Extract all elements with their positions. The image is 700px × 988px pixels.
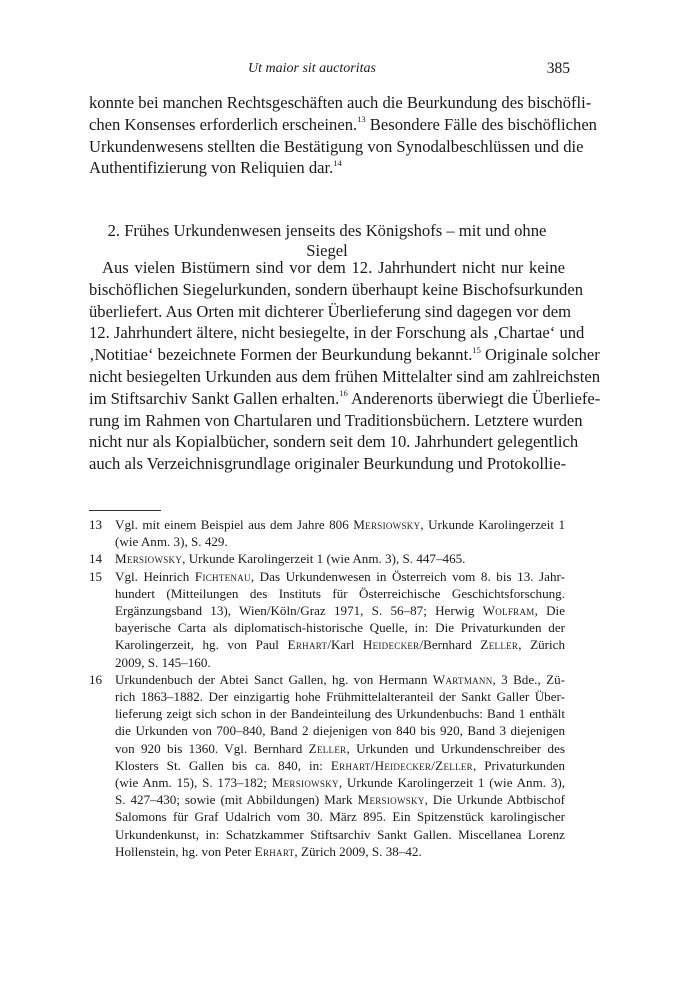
text-line: auch als Verzeichnisgrundlage originaler Beurkundung und Protokollie- xyxy=(89,454,567,474)
paragraph-2 xyxy=(89,257,601,475)
footnote-number: 13 xyxy=(89,517,103,532)
footnote-15: 15 Vgl. Heinrich Fichtenau, Das Urkundenwesen in Österreich vom 8. bis 13. Jahr- hundert (Mitteilungen des Instituts für Österreichische Geschichtsforschung. Ergänzungsband 13), Wien/Köln/Graz 1971, S. 56–87; Herwig Wolfram, Die bayerische Carta als diplomatisch-historische Quelle, in: Die Privaturkunden der Karolingerzeit, hg. von Paul Erhart/Karl Heidecker/Bernhard Zeller, Zürich 2009, S. 145–160. xyxy=(89,568,565,670)
footnote-number: 15 xyxy=(89,568,103,584)
text-line: Urkundenwesens stellten die Bestätigung von Synodalbeschlüssen und die xyxy=(89,136,584,156)
footnote-13: 13 Vgl. mit einem Beispiel aus dem Jahre 806 Mersiowsky, Urkunde Karolingerzeit 1 (wie Anm. 3), S. 429. xyxy=(89,517,566,550)
footnote-ref-13[interactable]: 13 xyxy=(357,114,366,125)
text-line: chen Konsenses erforderlich erscheinen.$^{13}$ Besondere Fälle des bischöflichen xyxy=(89,114,597,134)
footnote-ref-14[interactable]: 14 xyxy=(333,157,342,168)
text-line: konnte bei manchen Rechtsgeschäften auch die Beurkundung des bischöfli- xyxy=(89,93,592,112)
paragraph-1 xyxy=(89,92,597,179)
footnote-14: 14 Mersiowsky, Urkunde Karolingerzeit 1 (wie Anm. 3), S. 447–465. xyxy=(89,551,466,567)
text-line: rung im Rahmen von Chartularen und Traditionsbüchern. Letztere wurden xyxy=(89,410,583,430)
text-line: nicht nur als Kopialbücher, sondern seit dem 10. Jahrhundert gelegentlich xyxy=(89,432,579,452)
footnote-16: 16 Urkundenbuch der Abtei Sanct Gallen, hg. von Hermann Wartmann, 3 Bde., Zü- rich 1863–1882. Der einzigartig hohe Frühmittelalteranteil der Sankt Galler Über- lieferung zeigt sich schon in der Bandeinteilung des Urkundenbuchs: Band 1 enthält die Urkunden von 700–840, Band 2 diejenigen von 840 bis 920, Band 3 diejenigen von 920 bis 1360. Vgl. Bernhard Zeller, Urkunden und Urkundenschreiber des Klosters St. Gallen bis ca. 840, in: Erhart/Heidecker/Zeller, Privaturkunden (wie Anm. 15), S. 173–182; Mersiowsky, Urkunde Karolingerzeit 1 (wie Anm. 3), S. 427–430; sowie (mit Abbildungen) Mark Mersiowsky, Die Urkunde Abtbischof Salomons für Graf Udalrich vom 30. März 895. Ein Spitzenstück karolingischer Urkundenkunst, in: Schatzkammer Stiftsarchiv Sankt Gallen. Miscellanea Lorenz Hollenstein, hg. von Peter Erhart, Zürich 2009, S. 38–42. xyxy=(89,671,566,859)
section-heading: 2. Frühes Urkundenwesen jenseits des Königshofs – mit und ohne Siegel xyxy=(107,221,547,260)
footnote-ref-15[interactable]: 15 xyxy=(472,344,481,355)
footnote-ref-16[interactable]: 16 xyxy=(339,388,348,399)
text-line: ‚Notitiae‘ bezeichnete Formen der Beurkundung bekannt.$^{15}$ Originale solcher xyxy=(89,344,600,365)
text-line: Authentifizierung von Reliquien dar.$^{14}$ xyxy=(89,157,342,178)
text-line: 12. Jahrhundert ältere, nicht besiegelte, in der Forschung als ‚Chartae‘ und xyxy=(89,323,585,343)
running-title: Ut maior sit auctoritas xyxy=(248,61,376,76)
footnote-number: 14 xyxy=(89,551,103,567)
text-line: im Stiftsarchiv Sankt Gallen erhalten.$^{16}$ Anderenorts überwiegt die Überliefe- xyxy=(89,388,601,408)
footnotes xyxy=(89,516,565,860)
footnote-number: 16 xyxy=(89,671,103,687)
text-line: bischöflichen Siegelurkunden, sondern überhaupt keine Bischofsurkunden xyxy=(89,279,584,299)
running-header xyxy=(0,61,700,81)
footnote-separator xyxy=(89,510,161,511)
page-number: 385 xyxy=(546,60,570,77)
text-line: überliefert. Aus Orten mit dichterer Überlieferung sind dagegen vor dem xyxy=(89,301,571,321)
text-line: nicht besiegelten Urkunden aus dem frühen Mittelalter sind am zahlreichsten xyxy=(89,366,601,386)
text-line: Aus vielen Bistümern sind vor dem 12. Jahrhundert nicht nur keine xyxy=(102,258,565,277)
